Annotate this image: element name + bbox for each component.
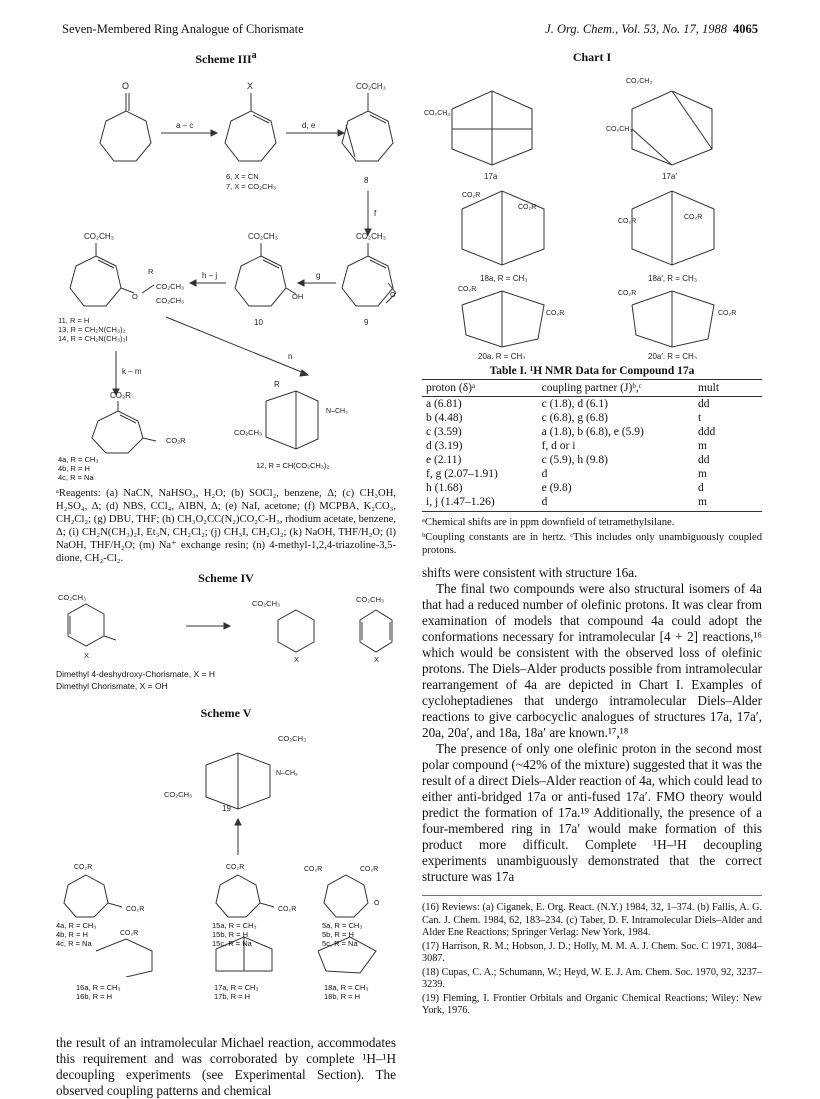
svg-text:O: O	[122, 81, 130, 91]
svg-text:CO₂CH₃: CO₂CH₃	[606, 126, 633, 133]
svg-text:CO₂R: CO₂R	[360, 866, 379, 873]
table-row	[422, 425, 762, 439]
svg-text:10: 10	[254, 318, 263, 327]
svg-text:a – c: a – c	[176, 121, 194, 130]
svg-text:d, e: d, e	[302, 121, 316, 130]
table-cell: d (3.19)	[426, 440, 463, 452]
svg-text:18a, R = CH₃: 18a, R = CH₃	[480, 274, 528, 283]
scheme-iv-title: Scheme IV	[198, 571, 254, 585]
left-column	[56, 46, 396, 1099]
page-number: 4065	[733, 22, 758, 36]
compound-6-7-structure	[225, 81, 276, 191]
svg-text:N–CH₃: N–CH₃	[326, 408, 348, 415]
table-row	[422, 495, 762, 512]
svg-text:X: X	[84, 651, 90, 660]
table-cell: c (1.8), d (6.1)	[541, 398, 609, 410]
svg-text:CO₂R: CO₂R	[718, 310, 737, 317]
scheme-iii-reagents: ᵃReagents: (a) NaCN, NaHSO₃, H₂O; (b) SOCl₂, benzene, Δ; (c) CH₃OH, H₂SO₄, Δ; (d) NBS, CCl₄, AIBN, Δ; (e) NaI, acetone; (f) MCPBA, K₂CO₃, CH₂Cl₂; (g) DBU, THF; (h) CH₃O₂CC(N₂)CO₂C-H₃, rhodium acetate, benzene, Δ; (i) CH₂N(CH₃)₂I, Et₃N, CH₂Cl₂; (j) CH₃I, CH₂Cl₂; (k) NaOH, THF/H₂O; (l) NaOH, THF/H₂O; (m) Na⁺ exchange resin; (n) 4-methyl-1,2,4-triazoline-3,5-dione, CH₂-Cl₂.	[56, 488, 396, 564]
reference-19: (19) Fleming, I. Frontier Orbitals and Organic Chemical Reactions; Wiley: New York, 1976.	[422, 992, 762, 1016]
svg-text:O: O	[132, 292, 138, 301]
right-body-p2: The final two compounds were also structural isomers of 4a that had a reduced number of olefinic protons. It was clear from examination of models that compound 4a could adopt the conformations necessary for intramolecular [4 + 2] reactions,¹⁶ which would be consistent with the observed loss of olefinic protons. The Diels–Alder products possible from intramolecular rearrangement of 4a are depicted in Chart I. Examples of cycloheptadienes that undergo intramolecular Diels–Alder reactions to give carbocyclic analogues of structures 17a, 17a′, 20a, 20a′, and 18a, 18a′ are known.¹⁷,¹⁸	[422, 581, 762, 740]
svg-text:CO₂CH₃: CO₂CH₃	[156, 282, 185, 291]
compound-4-structure	[92, 391, 186, 453]
svg-text:CO₂R: CO₂R	[278, 906, 297, 913]
table-cell: ddd	[697, 426, 716, 438]
svg-text:CO₂R: CO₂R	[110, 391, 131, 400]
scheme-iii-figure	[56, 71, 396, 457]
scheme-iv-figure	[56, 590, 396, 662]
table-cell: d	[541, 468, 548, 480]
svg-text:20a, R = CH₃: 20a, R = CH₃	[478, 352, 526, 359]
table-cell: d	[538, 495, 694, 512]
compound-12-label: 12, R = CH(CO₂CH₃)₂	[256, 461, 330, 470]
svg-text:CO₂R: CO₂R	[518, 204, 537, 211]
svg-text:CO₂CH₃: CO₂CH₃	[356, 82, 386, 91]
right-column	[422, 46, 762, 1019]
compound-10-structure	[235, 232, 303, 327]
svg-text:CO₂R: CO₂R	[618, 290, 637, 297]
table-footnote-bc: ᵇCoupling constants are in hertz. ᶜThis includes only unambiguously coupled protons.	[422, 532, 762, 556]
svg-text:f: f	[374, 209, 377, 218]
svg-text:X: X	[294, 655, 300, 662]
scheme-v-labels: 4a, R = CH₃ 4b, R = H 4c, R = Na 15a, R = CH₃ 15b, R = H 15c, R = Na 5a, R = CH₃ 5b, R = H 5c, R = Na 16a, R = CH₃ 16b, R = H 17a, R = CH₃ 17b, R = H 18a, R = CH₃ 18b, R = H	[56, 921, 369, 1001]
svg-text:7, X = CO₂CH₃: 7, X = CO₂CH₃	[226, 182, 276, 191]
svg-text:11, R = H: 11, R = H	[58, 316, 90, 325]
table-row	[422, 467, 762, 481]
table-cell: a (1.8), b (6.8), e (5.9)	[541, 426, 644, 438]
scheme-v-title: Scheme V	[200, 706, 252, 720]
table-cell: m	[694, 495, 762, 512]
table-row	[422, 397, 762, 412]
table-cell: t	[697, 412, 702, 424]
svg-text:CO₂CH₃: CO₂CH₃	[164, 790, 193, 799]
scheme-iii-title: Scheme III$^a$	[195, 50, 257, 66]
svg-text:X: X	[374, 655, 380, 662]
svg-text:CO₂R: CO₂R	[74, 864, 93, 871]
table-row	[422, 481, 762, 495]
table-cell: h (1.68)	[426, 482, 463, 494]
svg-text:CO₂CH₃: CO₂CH₃	[252, 599, 281, 608]
cycloheptanone-structure	[100, 81, 151, 161]
reference-18: (18) Cupas, C. A.; Schumann, W.; Heyd, W. E. J. Am. Chem. Soc. 1970, 92, 3237–3239.	[422, 966, 762, 990]
structure-17a-prime	[606, 78, 712, 181]
table-cell: a (6.81)	[426, 398, 462, 410]
table-cell: e (2.11)	[426, 454, 462, 466]
compound-8-structure	[342, 82, 393, 185]
svg-text:CO₂CH₃: CO₂CH₃	[356, 232, 386, 241]
table-cell: c (6.8), g (6.8)	[541, 412, 609, 424]
running-header-journal	[545, 22, 758, 37]
table-cell: f, d or i	[541, 440, 576, 452]
table-cell: e (9.8)	[541, 482, 572, 494]
svg-text:CO₂R: CO₂R	[462, 192, 481, 199]
svg-text:CO₂R: CO₂R	[546, 310, 565, 317]
svg-text:20a′, R = CH₃: 20a′, R = CH₃	[648, 352, 697, 359]
svg-text:g: g	[316, 271, 321, 280]
svg-text:CO₂R: CO₂R	[226, 864, 245, 871]
compound-4-labels: 4a, R = CH₃ 4b, R = H 4c, R = Na	[58, 455, 99, 482]
svg-text:CO₂CH₃: CO₂CH₃	[248, 232, 278, 241]
svg-text:CO₂CH₃: CO₂CH₃	[626, 78, 653, 85]
scheme-iv-captions: Dimethyl 4-deshydroxy-Chorismate, X = H Dimethyl Chorismate, X = OH	[56, 669, 215, 691]
svg-text:h – j: h – j	[202, 271, 218, 280]
reference-16: (16) Reviews: (a) Ciganek, E. Org. React. (N.Y.) 1984, 32, 1–374. (b) Fallis, A. G. Can. J. Chem. 1984, 62, 183–234. (c) Taber, D. F. Intramolecular Diels–Alder and Alder Ene Reactions; Springer Verlag: New York, 1984.	[422, 902, 762, 938]
table-cell: m	[697, 468, 707, 480]
svg-text:O: O	[374, 900, 380, 907]
structure-18a	[462, 191, 544, 283]
table-cell: c (5.9), h (9.8)	[541, 454, 609, 466]
compound-19-structure	[164, 734, 306, 813]
svg-text:CO₂R: CO₂R	[126, 906, 145, 913]
svg-text:n: n	[288, 352, 293, 361]
compound-12-structure	[234, 380, 348, 449]
svg-text:CO₂R: CO₂R	[120, 930, 139, 937]
running-header-title: Seven-Membered Ring Analogue of Chorismate	[62, 22, 304, 36]
svg-text:CO₂CH₃: CO₂CH₃	[156, 296, 185, 305]
compound-11-structure	[58, 232, 184, 343]
table-row	[422, 411, 762, 425]
structure-20a	[458, 286, 564, 359]
compound-9-structure	[342, 232, 396, 327]
svg-text:X: X	[247, 81, 254, 91]
svg-text:N–CH₃: N–CH₃	[276, 770, 298, 777]
table-footnote-a: ᵃChemical shifts are in ppm downfield of tetramethylsilane.	[422, 517, 675, 528]
svg-text:CO₂CH₃: CO₂CH₃	[58, 593, 87, 602]
svg-text:CO₂CH₃: CO₂CH₃	[356, 595, 385, 604]
svg-text:CO₂R: CO₂R	[618, 218, 637, 225]
chart-i-figure	[422, 69, 762, 359]
svg-text:R: R	[148, 267, 154, 276]
table-header-row: proton (δ)ᵃ coupling partner (J)ᵇ,ᶜ mult	[422, 380, 762, 397]
svg-text:CO₂R: CO₂R	[684, 214, 703, 221]
table-cell: i, j (1.47–1.26)	[422, 495, 538, 512]
svg-text:O: O	[390, 292, 396, 299]
svg-text:13, R = CH₂N(CH₃)₂: 13, R = CH₂N(CH₃)₂	[58, 325, 126, 334]
svg-text:CO₂CH₃: CO₂CH₃	[84, 232, 114, 241]
structure-18a-prime	[618, 191, 714, 283]
table-cell: b (4.48)	[426, 412, 463, 424]
svg-text:8: 8	[364, 176, 369, 185]
svg-text:9: 9	[364, 318, 369, 327]
svg-text:CO₂R: CO₂R	[458, 286, 477, 293]
svg-text:CO₂R: CO₂R	[166, 436, 186, 445]
svg-text:CO₂R: CO₂R	[304, 866, 323, 873]
nmr-table	[422, 379, 762, 512]
table-i-caption: Table I. ¹H NMR Data for Compound 17a	[489, 365, 695, 377]
journal-citation: J. Org. Chem., Vol. 53, No. 17, 1988	[545, 22, 727, 36]
svg-text:17a′: 17a′	[662, 172, 677, 181]
svg-text:OH: OH	[292, 292, 304, 301]
chart-i-title: Chart I	[572, 50, 612, 64]
svg-text:17a: 17a	[484, 172, 498, 181]
references	[422, 895, 762, 1018]
svg-text:6, X = CN: 6, X = CN	[226, 172, 259, 181]
reference-17: (17) Harrison, R. M.; Hobson, J. D.; Holly, M. M. A. J. Chem. Soc. C 1971, 3084–3087.	[422, 940, 762, 964]
table-cell: f, g (2.07–1.91)	[426, 468, 498, 480]
table-cell: dd	[697, 454, 710, 466]
table-cell: c (3.59)	[426, 426, 462, 438]
table-cell: d	[697, 482, 704, 494]
svg-text:19: 19	[222, 804, 231, 813]
table-row	[422, 439, 762, 453]
table-cell: m	[697, 440, 707, 452]
right-body-p3: The presence of only one olefinic proton in the second most polar compound (~42% of the mixture) suggested that it was the result of a direct Diels–Alder reaction of 4a, which could lead to either anti-bridged 17a or anti-fused 17a′. FMO theory would predict the formation of 17a.¹⁹ Additionally, the presence of a four-membered ring in 17a′ would make formation of this product more difficult. Complete ¹H–¹H decoupling experiments unambiguously demonstrated that the correct structure was 17a	[422, 741, 762, 884]
svg-text:CO₂CH₃: CO₂CH₃	[278, 734, 307, 743]
table-cell: dd	[697, 398, 710, 410]
svg-text:14, R = CH₂N(CH₃)₃I: 14, R = CH₂N(CH₃)₃I	[58, 334, 128, 343]
table-row	[422, 453, 762, 467]
svg-text:CO₂CH₃: CO₂CH₃	[234, 428, 263, 437]
left-body-paragraph: the result of an intramolecular Michael reaction, accommodates this requirement and was corroborated by complete ¹H–¹H decoupling experiments (see Experimental Section). The observed coupling patterns and chemical	[56, 1035, 396, 1098]
right-body-p1: shifts were consistent with structure 16a.	[422, 565, 638, 580]
svg-text:R: R	[274, 380, 280, 389]
structure-17a	[424, 91, 532, 181]
svg-text:CO₂CH₃: CO₂CH₃	[424, 110, 451, 117]
structure-20a-prime	[618, 290, 736, 359]
svg-text:k – m: k – m	[122, 367, 142, 376]
svg-text:18a′, R = CH₃: 18a′, R = CH₃	[648, 274, 697, 283]
